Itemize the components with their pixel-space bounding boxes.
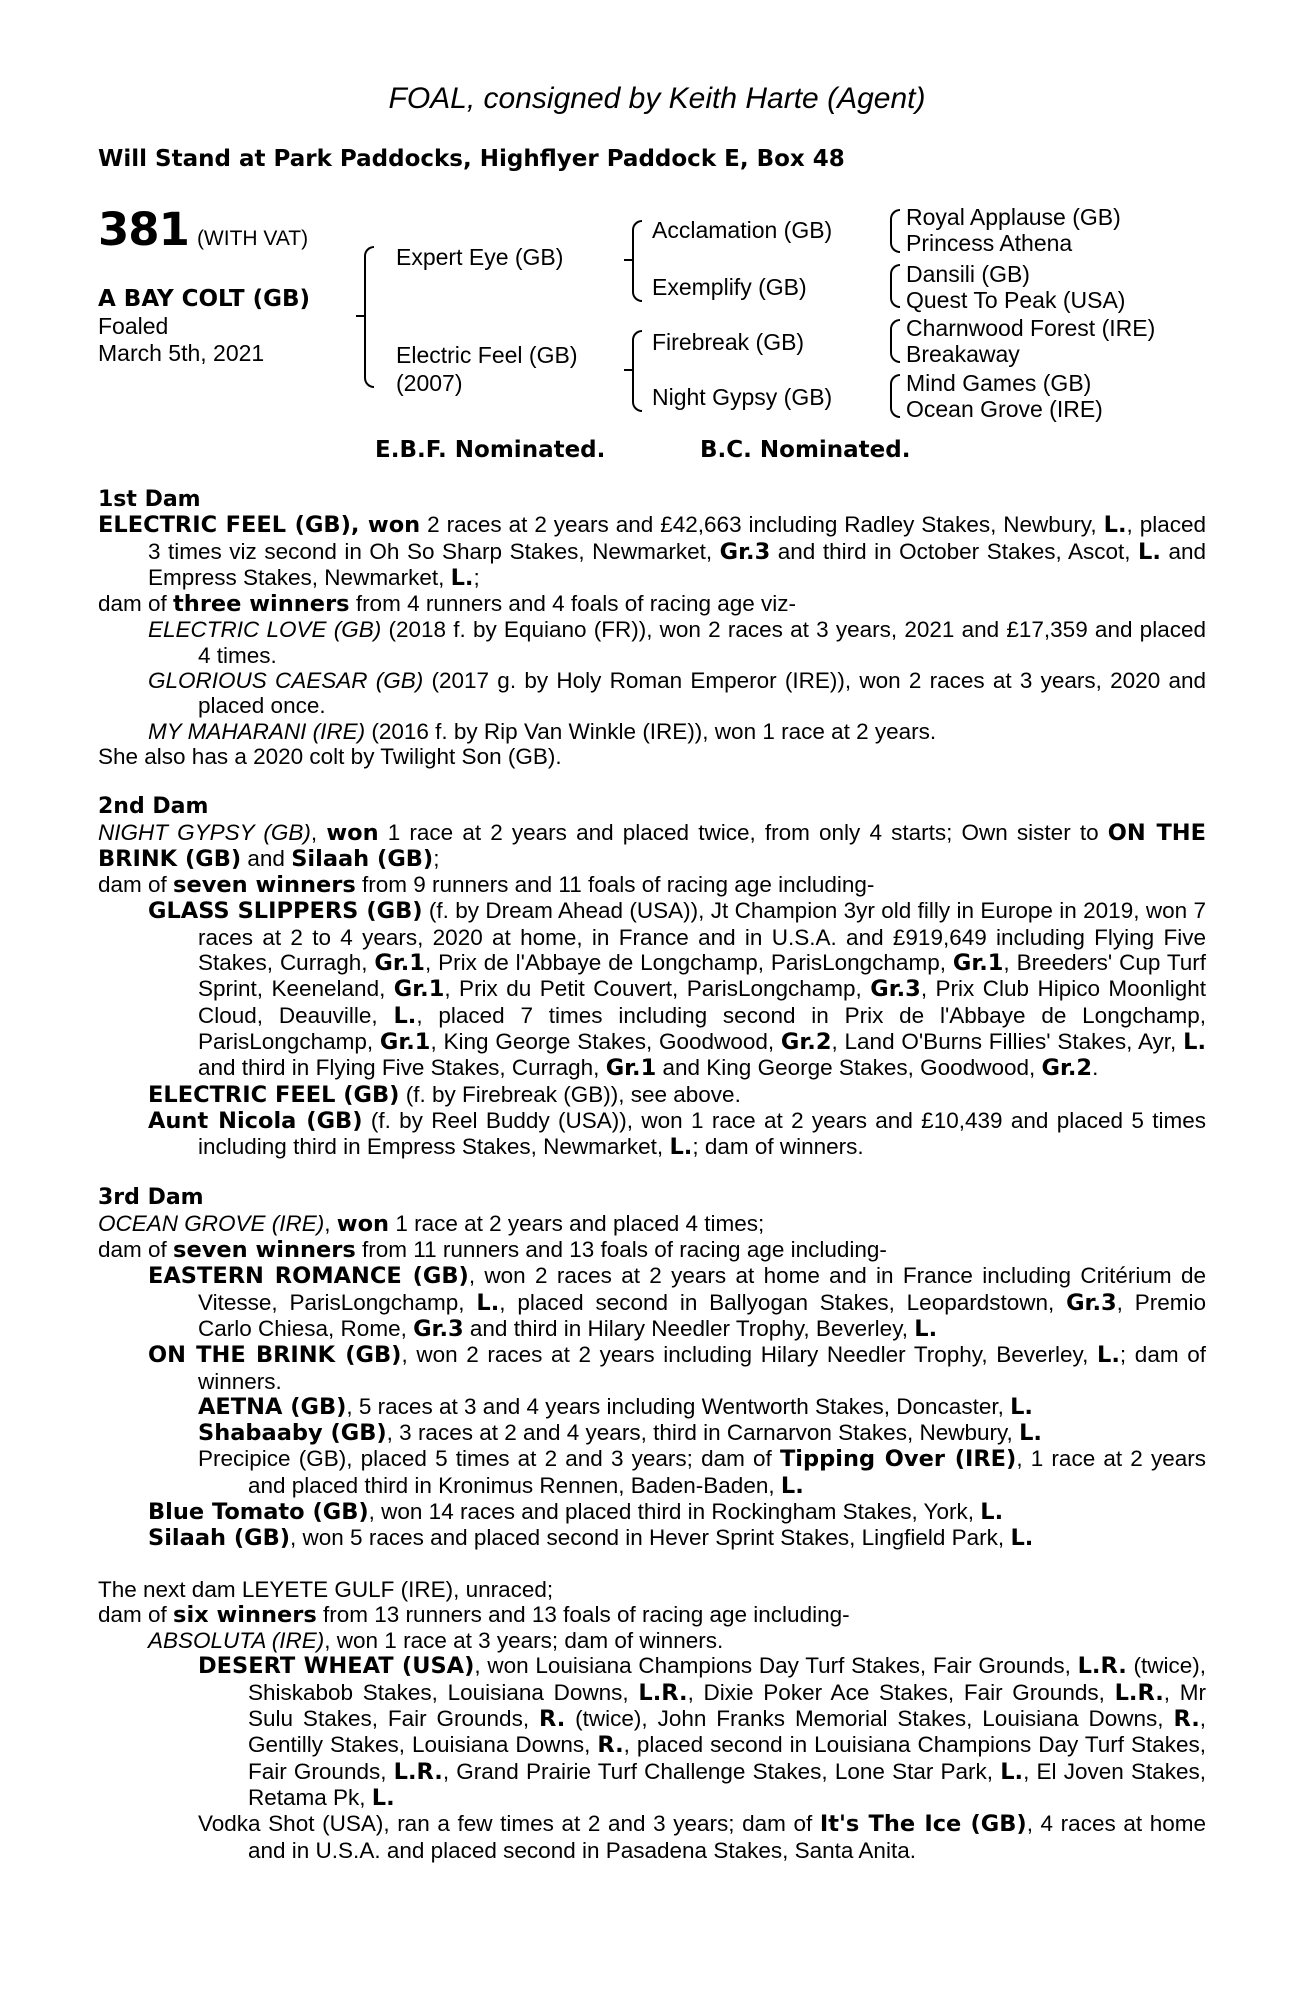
produce-entry [98,1628,1206,1653]
bold-text: L. [1010,1525,1034,1552]
text-run: , 5 races at 3 and 4 years including Wentworth Stakes, Doncaster, [346,1393,1011,1419]
text-run: , El Joven Stakes, Retama Pk, [248,1758,1206,1810]
bold-text: Gr.3 [870,976,921,1003]
text-run: , won Louisiana Champions Day Turf Stakes, Fair Grounds, [474,1653,1078,1679]
stand-location: Will Stand at Park Paddocks, Highflyer Paddock E, Box 48 [98,146,845,172]
vat-label: (WITH VAT) [196,227,309,250]
text-run: , placed 7 times including second in Prix de l'Abbaye de Longchamp, ParisLongchamp, [198,1002,1207,1054]
bold-text: L. [476,1289,500,1316]
brace-dam [632,330,642,412]
text-run: ; dam of winners. [198,1342,1206,1394]
pedigree-sire-dam: Exemplify (GB) [652,274,807,300]
bold-text: Shabaaby (GB) [198,1420,387,1447]
next-dam-record [98,1577,1206,1602]
italic-text: ABSOLUTA (IRE) [148,1628,325,1654]
bold-text: ON THE BRINK (GB) [148,1342,402,1369]
text-run: , won 2 races at 2 years at home and in France including Critérium de Vitesse, ParisLongchamp, [198,1263,1206,1315]
bold-text: Gr.1 [374,950,425,977]
second-dam-heading: 2nd Dam [98,794,209,820]
pedigree-ssd: Princess Athena [906,230,1073,256]
bold-text: L. [393,1002,417,1029]
bold-text: Gr.2 [780,1028,832,1055]
text-run: , 1 race at 2 years and placed third in Kronimus Rennen, Baden-Baden, [248,1446,1206,1498]
pedigree-dds: Mind Games (GB) [906,370,1092,396]
text-run: , won 1 race at 3 years; dam of winners. [324,1628,724,1654]
text-run: and third in Hilary Needler Trophy, Beverley, [463,1315,915,1341]
second-dam-produce-summary [98,872,1206,898]
text-run: , Dixie Poker Ace Stakes, Fair Grounds, [687,1679,1115,1705]
text-run: (2017 g. by Holy Roman Emperor (IRE)), won 2 races at 3 years, 2020 and placed once. [198,668,1206,719]
consignor-line: FOAL, consigned by Keith Harte (Agent) [388,82,926,115]
text-run: , won 5 races and placed second in Hever Sprint Stakes, Lingfield Park, [290,1525,1011,1551]
first-dam-record [98,512,1206,591]
bold-text: L. [1103,512,1127,539]
text-run: , placed second in Ballyogan Stakes, Leopardstown, [499,1289,1067,1315]
grand-produce-entry [98,1420,1206,1446]
bold-text: It's The Ice (GB) [819,1811,1027,1838]
text-run: , [324,1210,337,1236]
bc-nomination: B.C. Nominated. [700,437,911,463]
text-run: ; [473,564,480,590]
foaled-date: March 5th, 2021 [98,340,265,366]
bold-text: Gr.1 [952,950,1004,977]
brace-sire-dam-mid [356,315,364,317]
text-run: , Premio Carlo Chiesa, Rome, [198,1289,1206,1341]
text-run: 1 race at 2 years and placed twice, from only 4 starts; Own sister to [378,819,1108,845]
horse-details [98,286,310,367]
bold-text: L.R. [393,1758,443,1785]
bold-text: L. [1183,1028,1206,1055]
text-run: (f. by Firebreak (GB)), see above. [399,1081,741,1107]
produce-entry [98,1499,1206,1525]
bold-text: L. [1097,1342,1120,1369]
dam-details [98,487,1206,1863]
bold-text: ELECTRIC FEEL (GB), won [98,512,421,539]
bold-text: L.R. [638,1679,688,1706]
text-run: , Prix de l'Abbaye de Longchamp, ParisLongchamp, [424,950,953,976]
bold-text: six winners [173,1601,317,1628]
text-run: dam of [98,1237,174,1263]
bold-text: L. [914,1315,938,1342]
pedigree-dam-dam: Night Gypsy (GB) [652,384,833,410]
text-run: 2 races at 2 years and £42,663 including Radley Stakes, Newbury, [420,512,1104,538]
produce-entry [98,617,1206,668]
bold-text: L. [669,1134,693,1161]
third-dam-record [98,1211,1206,1237]
grand-produce-entry [98,1394,1206,1420]
text-run: (twice), Shiskabob Stakes, Louisiana Downs, [248,1653,1206,1705]
text-run: (f. by Reel Buddy (USA)), won 1 race at 2 years and £10,439 and placed 5 times including third in Empress Stakes, Newmarket, [198,1107,1206,1160]
bold-text: seven winners [173,872,356,899]
text-run: Precipice (GB), placed 5 times at 2 and 3 years; dam of [198,1446,780,1472]
text-run: (2018 f. by Equiano (FR)), won 2 races at 3 years, 2021 and £17,359 and placed 4 times. [198,617,1206,668]
brace-sd [890,264,900,308]
pedigree-dam-year: (2007) [396,370,463,396]
text-run: and Empress Stakes, Newmarket, [148,538,1206,590]
italic-text: ELECTRIC LOVE (GB) [148,617,382,643]
text-run: (f. by Dream Ahead (USA)), Jt Champion 3yr old filly in Europe in 2019, won 7 races at 2 to 4 years, 2020 at home, in France and in U.S.A. and £919,649 including Flying Five Stakes, Curragh, [198,898,1206,976]
brace-dam-mid [624,369,632,371]
text-run: and third in Flying Five Stakes, Curragh, [198,1055,606,1081]
text-run: from 11 runners and 13 foals of racing age including- [355,1237,887,1263]
pedigree-sdd: Quest To Peak (USA) [906,287,1126,313]
text-run: , King George Stakes, Goodwood, [430,1028,781,1054]
bold-text: won [326,819,379,846]
italic-text: MY MAHARANI (IRE) [148,718,366,744]
grand-produce-entry [98,1811,1206,1863]
brace-dd [890,374,900,418]
third-dam-produce-summary [98,1237,1206,1263]
brace-ds [890,319,900,363]
text-run: , placed 3 times viz second in Oh So Sharp Stakes, Newmarket, [148,512,1207,564]
bold-text: Gr.3 [1066,1289,1117,1316]
bold-text: R. [597,1732,624,1759]
text-run: dam of [98,1601,174,1627]
text-run: dam of [98,591,174,617]
text-run: (twice), John Franks Memorial Stakes, Louisiana Downs, [565,1706,1174,1732]
bold-text: EASTERN ROMANCE (GB) [148,1263,469,1290]
bold-text: L. [1138,538,1161,565]
bold-text: DESERT WHEAT (USA) [198,1653,475,1680]
text-run: , Breeders' Cup Turf Sprint, Keeneland, [198,950,1207,1002]
bold-text: Gr.1 [379,1028,431,1055]
bold-text: L.R. [1077,1653,1127,1680]
text-run: Vodka Shot (USA), ran a few times at 2 and 3 years; dam of [198,1811,820,1837]
first-dam-produce-summary [98,591,1206,617]
italic-text: GLORIOUS CAESAR (GB) [148,668,424,694]
grand-produce-entry [98,1446,1206,1499]
pedigree-sire: Expert Eye (GB) [396,244,564,270]
italic-text: OCEAN GROVE (IRE) [98,1210,325,1236]
bold-text: AETNA (GB) [198,1393,347,1420]
second-dam-record [98,820,1206,873]
text-run: , 3 races at 2 and 4 years, third in Carnarvon Stakes, Newbury, [386,1420,1020,1446]
text-run: and King George Stakes, Goodwood, [656,1055,1042,1081]
text-run: (2016 f. by Rip Van Winkle (IRE)), won 1 race at 2 years. [365,718,937,744]
text-run: , Prix Club Hipico Moonlight Cloud, Deauville, [198,976,1206,1028]
bold-text: L. [980,1498,1004,1525]
brace-sire-mid [624,259,632,261]
bold-text: Gr.2 [1041,1055,1093,1082]
bold-text: three winners [173,591,350,618]
text-run: , Gentilly Stakes, Louisiana Downs, [248,1706,1207,1758]
next-dam-produce-summary [98,1602,1206,1628]
bold-text: Tipping Over (IRE) [779,1446,1017,1473]
bold-text: L. [371,1784,395,1811]
text-run: ; dam of winners. [692,1134,864,1160]
third-dam-heading: 3rd Dam [98,1185,204,1211]
text-run: 1 race at 2 years and placed 4 times; [389,1210,765,1236]
pedigree-dsd: Breakaway [906,341,1020,367]
pedigree-dam-sire: Firebreak (GB) [652,329,805,355]
bold-text: L. [1019,1420,1042,1447]
bold-text: Gr.3 [719,538,771,565]
text-run: , Mr Sulu Stakes, Fair Grounds, [248,1679,1206,1732]
text-run: from 13 runners and 13 foals of racing age including- [316,1601,850,1627]
bold-text: Silaah (GB) [148,1525,291,1552]
produce-entry [98,1263,1206,1342]
bold-text: Blue Tomato (GB) [148,1498,369,1525]
pedigree-sds: Dansili (GB) [906,261,1030,287]
text-run: The next dam LEYETE GULF (IRE), unraced; [98,1576,554,1602]
bold-text: GLASS SLIPPERS (GB) [148,898,423,925]
pedigree-dss: Charnwood Forest (IRE) [906,315,1156,341]
text-run: , [310,819,327,845]
italic-text: NIGHT GYPSY (GB) [98,819,311,845]
bold-text: ON THE BRINK (GB) [98,819,1206,872]
bold-text: Silaah (GB) [291,845,434,872]
text-run: , won 14 races and placed third in Rockingham Stakes, York, [368,1498,981,1524]
text-run: from 9 runners and 11 foals of racing age including- [355,872,875,898]
produce-entry [98,1108,1206,1161]
bold-text: L. [1010,1393,1033,1420]
text-run: and [241,845,292,871]
bold-text: Gr.1 [393,976,445,1003]
pedigree-sire-sire: Acclamation (GB) [652,217,833,243]
bold-text: L.R. [1114,1679,1164,1706]
pedigree-ddd: Ocean Grove (IRE) [906,396,1103,422]
text-run: , won 2 races at 2 years including Hilary Needler Trophy, Beverley, [401,1342,1098,1368]
text-run: and third in October Stakes, Ascot, [770,538,1139,564]
text-run: dam of [98,872,174,898]
text-run: . [1092,1055,1099,1081]
produce-entry [98,1082,1206,1108]
text-run: , Land O'Burns Fillies' Stakes, Ayr, [831,1028,1184,1054]
text-run: ; [433,845,440,871]
bold-text: ELECTRIC FEEL (GB) [148,1081,400,1108]
brace-sire [632,220,642,302]
foaled-label: Foaled [98,313,169,339]
ebf-nomination: E.B.F. Nominated. [375,437,606,463]
grand-produce-entry [98,1653,1206,1811]
text-run: , 4 races at home and in U.S.A. and placed second in Pasadena Stakes, Santa Anita. [248,1811,1206,1863]
text-run: , placed second in Louisiana Champions Day Turf Stakes, Fair Grounds, [248,1732,1207,1784]
lot-heading [98,203,308,256]
produce-entry [98,1525,1206,1551]
text-run: , Grand Prairie Turf Challenge Stakes, Lone Star Park, [442,1758,1001,1784]
bold-text: R. [538,1706,566,1733]
first-dam-note [98,744,1206,769]
first-dam-heading: 1st Dam [98,487,201,512]
bold-text: won [336,1210,390,1237]
brace-ss [890,209,900,253]
produce-entry [98,719,1206,744]
lot-number: 381 [98,203,189,256]
text-run: from 4 runners and 4 foals of racing age viz- [349,591,797,617]
produce-entry [98,1342,1206,1394]
text-run: She also has a 2020 colt by Twilight Son (GB). [98,743,562,769]
bold-text: R. [1173,1706,1200,1733]
pedigree-sss: Royal Applause (GB) [906,204,1121,230]
brace-sire-dam [364,246,374,388]
bold-text: L. [450,564,474,591]
bold-text: Gr.3 [413,1315,464,1342]
pedigree-dam: Electric Feel (GB) [396,342,578,368]
horse-name: A BAY COLT (GB) [98,286,311,312]
produce-entry [98,668,1206,719]
bold-text: Aunt Nicola (GB) [148,1107,363,1134]
bold-text: seven winners [173,1237,356,1264]
produce-entry [98,898,1206,1081]
bold-text: Gr.1 [605,1055,657,1082]
text-run: , Prix du Petit Couvert, ParisLongchamp, [444,976,871,1002]
bold-text: L. [780,1472,804,1499]
bold-text: L. [1000,1758,1024,1785]
